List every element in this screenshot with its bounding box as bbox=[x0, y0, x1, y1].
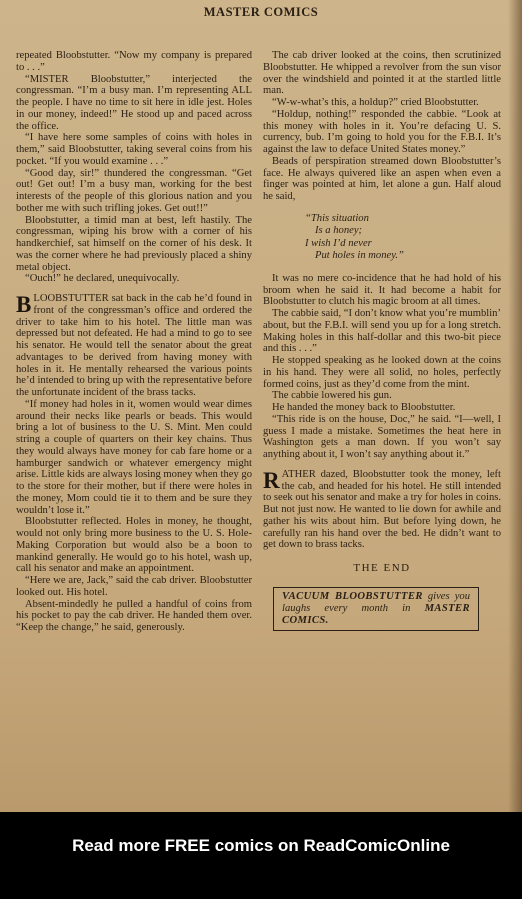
poem bbox=[305, 213, 501, 263]
left-column bbox=[16, 50, 252, 634]
paragraph: He handed the money back to Bloobstutter. bbox=[272, 402, 456, 413]
drop-cap: B bbox=[16, 292, 32, 317]
paragraph: “This ride is on the house, Doc,” he said. “I—well, I guess I made a mistake. Sometimes the heat here in Washington gets a man down. If you won’t say anything about it, I won’t say anything about it.” bbox=[263, 413, 501, 460]
paragraph: “Good day, sir!” thundered the congressman. “Get out! Get out! I’m a busy man, working for the best interests of the people of this glorious nation and you bother me with such trifling jokes. Get out!!” bbox=[16, 167, 252, 214]
paragraph: “Holdup, nothing!” responded the cabbie. “Look at this money with holes in it. You’re defacing U. S. currency, bub. I’m going to hold you for the F.B.I. It’s against the law to deface United States money.” bbox=[263, 108, 501, 155]
section-gap bbox=[16, 285, 252, 293]
poem-line: Put holes in money.” bbox=[315, 250, 404, 262]
the-end: THE END bbox=[353, 562, 411, 574]
promo-comic-name: MASTER COMICS. bbox=[282, 602, 470, 626]
paragraph: “I have here some samples of coins with holes in them,” said Bloobstutter, taking several coins from his pocket. “If you would examine . . .” bbox=[16, 132, 252, 167]
paragraph: “If money had holes in it, women would wear dimes around their necks like pearls or beads. This would bring a lot of business to the U. S. Mint. Men could string a couple of quarters on their key chains. Thus they would always have money for cab fare home or a hamburger sandwich or whatever emergency might arise. Little kids are always losing money when they go to the store for their mother, but if there were holes in the money, Mom could tie it to them and be sure they wouldn’t lose it.” bbox=[16, 398, 252, 516]
paragraph: The cabbie lowered his gun. bbox=[272, 390, 392, 402]
paragraph: Bloobstutter reflected. Holes in money, he thought, would not only bring more business to the U. S. Hole-Making Corporation but would also be a boon to mankind generally. He would go to his hotel, wash up, call his senator and make an appointment. bbox=[16, 516, 252, 575]
promo-title: VACUUM BLOOBSTUTTER bbox=[282, 590, 423, 602]
paragraph: “MISTER Bloobstutter,” interjected the congressman. “I’m a busy man. I’m representing ALL the people. I have no time to sit here in idle jest. Holes in our money, indeed!” He stood up and paced across the office. bbox=[16, 73, 252, 132]
paragraph: The cab driver looked at the coins, then scrutinized Bloobstutter. He whipped a revolver from the sun visor over the windshield and pointed it at the startled little man. bbox=[263, 50, 501, 97]
page-header: MASTER COMICS bbox=[203, 5, 319, 19]
paragraph: “Ouch!” he declared, unequivocally. bbox=[25, 273, 180, 285]
section-paragraph bbox=[16, 293, 252, 399]
paragraph: Absent-mindedly he pulled a handful of coins from his pocket to pay the cab driver. He handed them over. “Keep the change,” he said, generously. bbox=[16, 598, 252, 633]
promo-text: gives you laughs every month in bbox=[282, 590, 470, 614]
paragraph: It was no mere co-incidence that he had hold of his broom when he said it. It had become a habit for Bloobstutter to clutch his magic broom at all times. bbox=[263, 272, 501, 308]
site-banner[interactable]: Read more FREE comics on ReadComicOnline bbox=[72, 836, 450, 855]
right-column bbox=[263, 50, 501, 631]
paragraph: The cabbie said, “I don’t know what you’re mumblin’ about, but the F.B.I. will send you up for a long stretch. Making holes in this half-dollar and this two-bit piece and this . . .” bbox=[263, 308, 501, 355]
poem-line: I wish I’d never bbox=[305, 237, 372, 249]
poem-line: Is a honey; bbox=[315, 225, 363, 237]
paragraph: repeated Bloobstutter. “Now my company is prepared to . . .” bbox=[16, 50, 252, 73]
promo-box bbox=[273, 587, 479, 631]
paragraph: Bloobstutter, a timid man at best, left hastily. The congressman, wiping his brow with a corner of his handkerchief, sat himself on the corner of his desk. It was the corner where he had previously placed a shiny metal object. bbox=[16, 214, 252, 273]
poem-line: “This situation bbox=[305, 212, 369, 224]
section-gap bbox=[263, 461, 501, 469]
paragraph-text: LOOBSTUTTER sat back in the cab he’d found in front of the congressman’s office and ordered the driver to take him to his hotel. The little man was depressed but not defeated. He had a mind to go to see his senator. He would tell the senator about the great advantages to be derived from having money with holes in it. He mentally rehearsed the various points he’d intended to bring up with the representative before the unfortunate incident of the brass tacks. bbox=[16, 293, 252, 398]
section-paragraph bbox=[263, 469, 501, 551]
paragraph: Beads of perspiration streamed down Bloobstutter’s face. He always quivered like an aspen when even a finger was pointed at him, let alone a gun. Half aloud he said, bbox=[263, 155, 501, 202]
paragraph: “W-w-what’s this, a holdup?” cried Bloobstutter. bbox=[272, 97, 479, 108]
paragraph: “Here we are, Jack,” said the cab driver. Bloobstutter looked out. His hotel. bbox=[16, 575, 252, 598]
paragraph: He stopped speaking as he looked down at the coins in his hand. They were all solid, no holes, perfectly formed coins, just as they’d come from the mint. bbox=[263, 355, 501, 390]
drop-cap: R bbox=[263, 467, 280, 493]
paragraph-text: ATHER dazed, Bloobstutter took the money, left the cab, and headed for his hotel. He still intended to seek out his senator and make a try for holes in coins. But not just now. He wanted to lie down for awhile and gather his wits about him. But before lying down, he carefully ran his hand over the bed. He didn’t want to get down to brass tacks. bbox=[263, 468, 502, 551]
